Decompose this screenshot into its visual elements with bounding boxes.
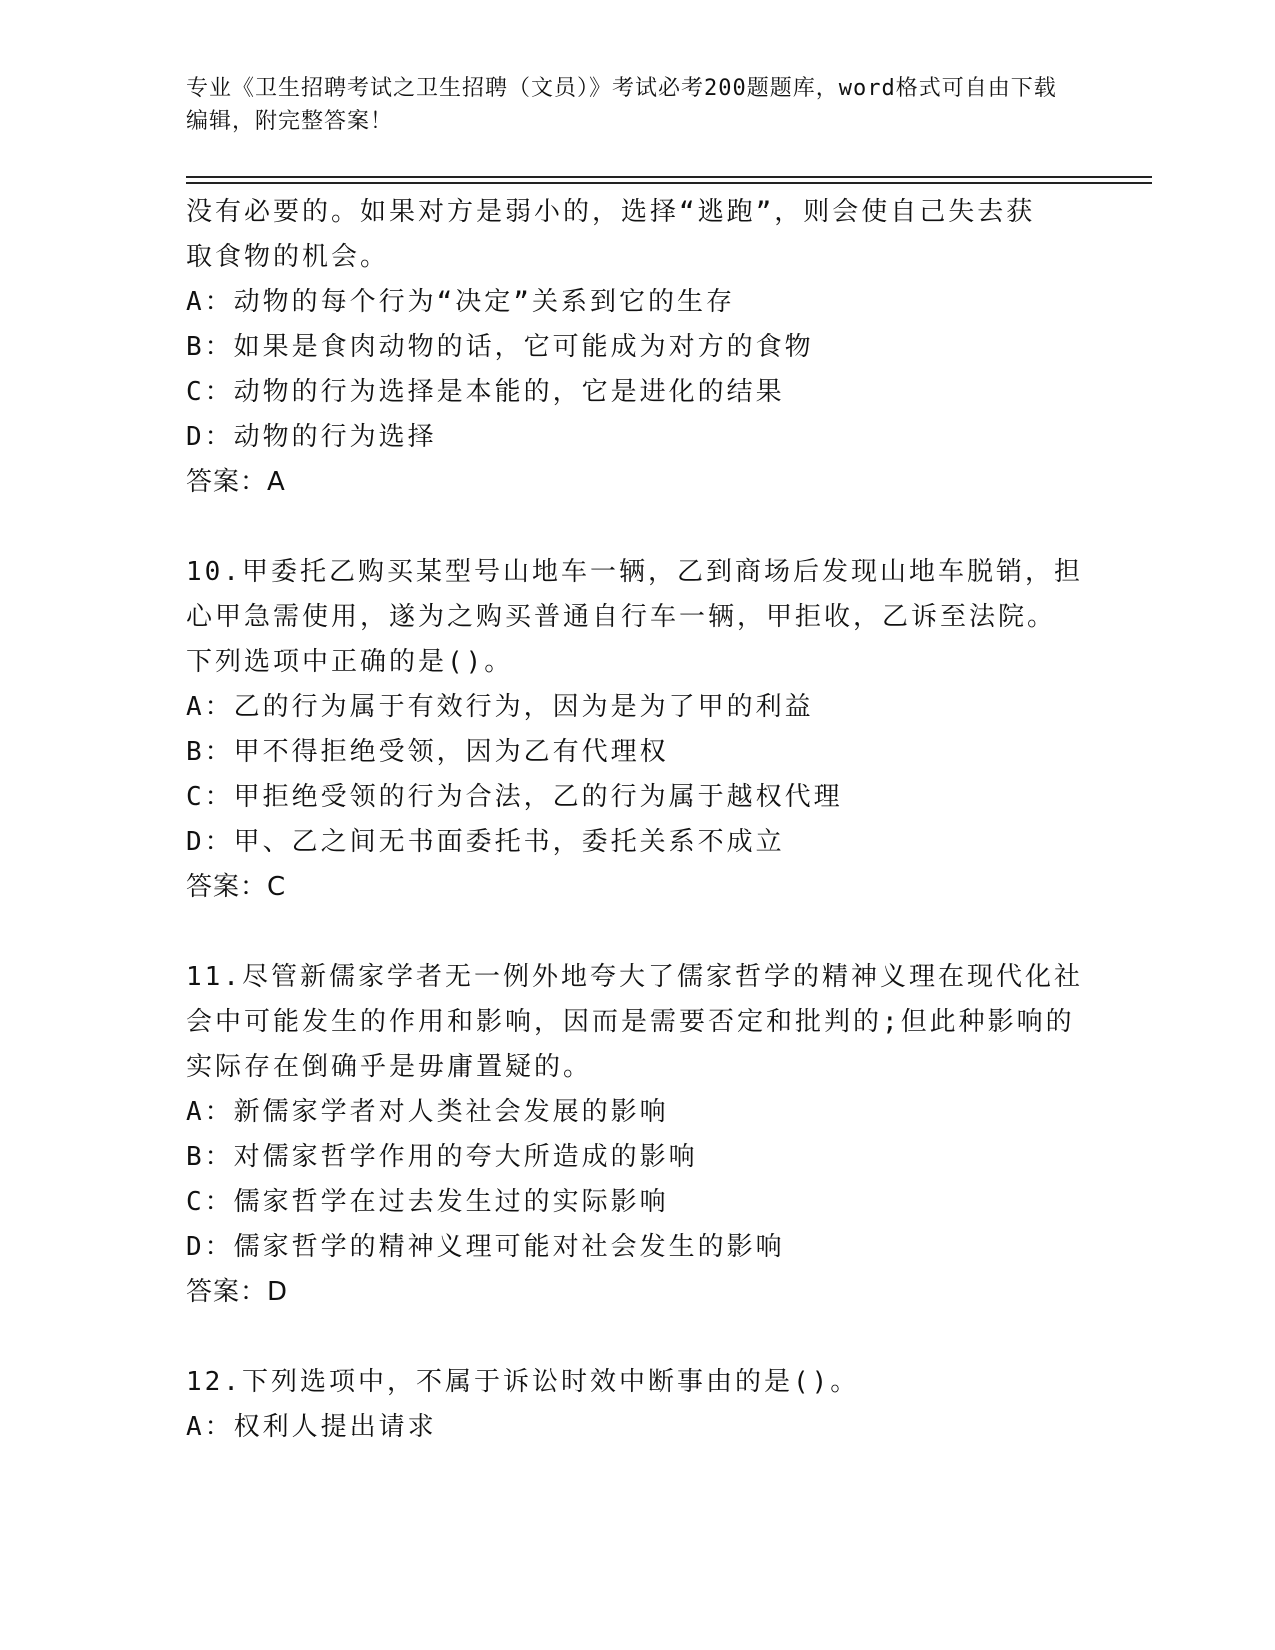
question-11 [186,955,1086,1315]
answer-label: 答案：A [186,467,286,497]
option-a: A：权利人提出请求 [186,1412,437,1442]
option-c: C：动物的行为选择是本能的，它是进化的结果 [186,377,785,407]
option-d: D：甲、乙之间无书面委托书，委托关系不成立 [186,827,785,857]
option-b: B：甲不得拒绝受领，因为乙有代理权 [186,737,669,767]
question-9-continuation [186,190,1086,505]
question-10 [186,550,1086,910]
question-text-line: 11.尽管新儒家学者无一例外地夸大了儒家哲学的精神义理在现代化社 [186,962,1083,992]
option-b: B：如果是食肉动物的话，它可能成为对方的食物 [186,332,814,362]
question-text-line: 会中可能发生的作用和影响，因而是需要否定和批判的;但此种影响的 [186,1007,1075,1037]
question-text-line: 取食物的机会。 [186,242,390,272]
question-text-line: 12.下列选项中，不属于诉讼时效中断事由的是()。 [186,1367,860,1397]
option-c: C：甲拒绝受领的行为合法，乙的行为属于越权代理 [186,782,843,812]
option-a: A：新儒家学者对人类社会发展的影响 [186,1097,669,1127]
question-12 [186,1360,1086,1450]
question-text-line: 下列选项中正确的是()。 [186,647,514,677]
header-divider-top [186,176,1152,178]
header-divider-bottom [186,182,1152,184]
question-text-line: 10.甲委托乙购买某型号山地车一辆，乙到商场后发现山地车脱销，担 [186,557,1083,587]
document-body [186,190,1086,1450]
option-b: B：对儒家哲学作用的夸大所造成的影响 [186,1142,698,1172]
document-header: 专业《卫生招聘考试之卫生招聘（文员）》考试必考200题题库，word格式可自由下载编辑，附完整答案！ [186,76,1057,134]
option-a: A：乙的行为属于有效行为，因为是为了甲的利益 [186,692,814,722]
option-d: D：儒家哲学的精神义理可能对社会发生的影响 [186,1232,785,1262]
option-d: D：动物的行为选择 [186,422,437,452]
question-text-line: 实际存在倒确乎是毋庸置疑的。 [186,1052,593,1082]
question-text-line: 心甲急需使用，遂为之购买普通自行车一辆，甲拒收，乙诉至法院。 [186,602,1057,632]
option-a: A：动物的每个行为“决定”关系到它的生存 [186,287,735,317]
answer-label: 答案：C [186,872,287,902]
option-c: C：儒家哲学在过去发生过的实际影响 [186,1187,669,1217]
answer-label: 答案：D [186,1277,289,1307]
question-text-line: 没有必要的。如果对方是弱小的，选择“逃跑”，则会使自己失去获 [186,197,1036,227]
